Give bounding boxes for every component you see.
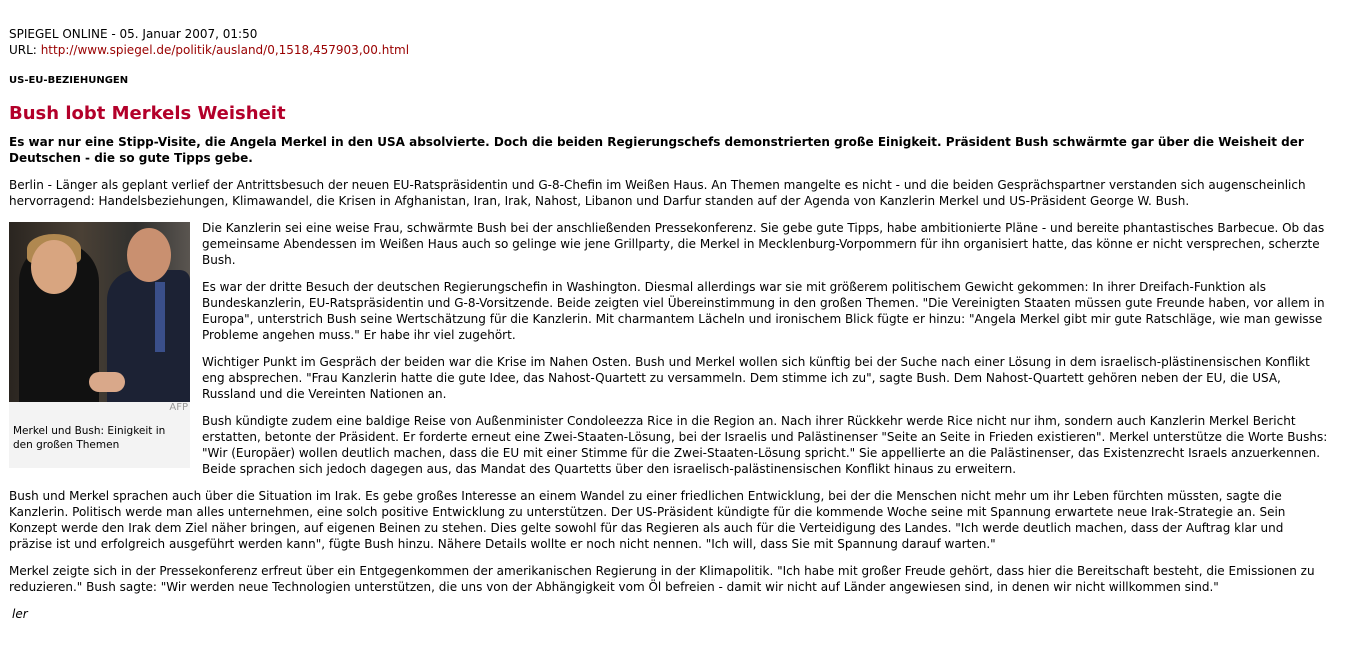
url-line xyxy=(9,42,1329,58)
article-lead: Es war nur eine Stipp-Visite, die Angela Merkel in den USA absolvierte. Doch die beiden Regierungschefs demonstrierten große Einigkeit. Präsident Bush schwärmte gar über die Weisheit der Deutschen - die so gute Tipps gebe. xyxy=(9,135,1304,165)
photo-credit: AFP xyxy=(169,402,188,413)
url-label: URL: xyxy=(9,43,37,57)
paragraph: Die Kanzlerin sei eine weise Frau, schwärmte Bush bei der anschließenden Pressekonferenz. Sie gebe gute Tipps, habe ambitionierte Pläne - und bereite phantastisches Barbecue. Ob das gemeinsame Abendessen im Weißen Haus auch so gelinge wie jene Grillparty, die Merkel in Mecklenburg-Vorpommern für ihn organisiert hatte, das könne er nicht versprechen, scherzte Bush. xyxy=(202,221,1325,267)
paragraph: Bush kündigte zudem eine baldige Reise von Außenminister Condoleezza Rice in die Region an. Nach ihrer Rückkehr werde Rice nicht nur ihm, sondern auch Kanzlerin Merkel Bericht erstatten, betonte der Präsident. Er forderte erneut eine Zwei-Staaten-Lösung, bei der Israelis und Palästinenser "Seite an Seite in Frieden existieren". Merkel unterstütze die Worte Bushs: "Wir (Europäer) wollen deutlich machen, dass die EU mit einer Stimme für die Zwei-Staaten-Lösung spricht." Sie appellierte an die Palästinenser, das Existenzrecht Israels anzuerkennen. Beide sprachen sich jedoch dagegen aus, das Mandat des Quartetts über den israelisch-palästinensischen Konflikt hinaus zu erweitern. xyxy=(202,414,1328,476)
source-date: SPIEGEL ONLINE - 05. Januar 2007, 01:50 xyxy=(9,27,258,41)
photo-caption: Merkel und Bush: Einigkeit in den großen Themen xyxy=(13,425,166,451)
paragraph: Merkel zeigte sich in der Pressekonferenz erfreut über ein Entgegenkommen der amerikanischen Regierung in der Klimapolitik. "Ich habe mit großer Freude gehört, dass hier die Bereitschaft besteht, die Emissionen zu reduzieren." Bush sagte: "Wir werden neue Technologien unterstützen, die uns von der Abhängigkeit vom Öl befreien - damit wir nicht auf Länder angewiesen sind, in denen wir nicht willkommen sind." xyxy=(9,564,1315,594)
paragraph: Berlin - Länger als geplant verlief der Antrittsbesuch der neuen EU-Ratspräsidentin und G-8-Chefin im Weißen Haus. An Themen mangelte es nicht - und die beiden Gesprächspartner verstanden sich augenscheinlich hervorragend: Handelsbeziehungen, Klimawandel, die Krisen in Afghanistan, Iran, Irak, Nahost, Libanon und Darfur standen auf der Agenda von Kanzlerin Merkel und US-Präsident George W. Bush. xyxy=(9,178,1306,208)
paragraph: Es war der dritte Besuch der deutschen Regierungschefin in Washington. Diesmal allerdings war sie mit größerem politischem Gewicht gekommen: In ihrer Dreifach-Funktion als Bundeskanzlerin, EU-Ratspräsidentin und G-8-Vorsitzende. Beide zeigten viel Übereinstimmung in den großen Themen. "Die Vereinigten Staaten müssen gute Freunde haben, vor allem in Europa", unterstrich Bush seine Wertschätzung für die Kanzlerin. Mit charmantem Lächeln und ironischem Blick fügte er hinzu: "Angela Merkel gibt mir gute Ratschläge, wie man gewisse Probleme angehen muss." Er habe ihr viel zugehört. xyxy=(202,280,1325,342)
paragraph: Wichtiger Punkt im Gespräch der beiden war die Krise im Nahen Osten. Bush und Merkel wollen sich künftig bei der Suche nach einer Lösung in dem israelisch-plästinensischen Konflikt eng absprechen. "Frau Kanzlerin hatte die gute Idee, das Nahost-Quartett zu versammeln. Dem stimme ich zu", sagte Bush. Dem Nahost-Quartett gehören neben der EU, die USA, Russland und die Vereinten Nationen an. xyxy=(202,355,1310,401)
paragraph: Bush und Merkel sprachen auch über die Situation im Irak. Es gebe großes Interesse an einem Wandel zu einer friedlichen Entwicklung, bei der die Menschen nicht mehr um ihr Leben fürchten müssten, sagte die Kanzlerin. Politisch werde man alles unternehmen, eine solch positive Entwicklung zu unterstützen. Der US-Präsident kündigte für die kommende Woche seine mit Spannung erwartete neue Irak-Strategie an. Sein Konzept werde den Irak dem Ziel näher bringen, auf eigenen Beinen zu stehen. Dies gelte sowohl für das Regieren als auch für die Verteidigung des Landes. "Ich werde deutlich machen, dass der Auftrag klar und präzise ist und erfolgreich ausgeführt werden kann", fügte Bush hinzu. Nähere Details wollte er noch nicht nennen. "Ich will, dass Sie mit Spannung darauf warten." xyxy=(9,489,1286,551)
author-signature: ler xyxy=(12,607,28,621)
article-title: Bush lobt Merkels Weisheit xyxy=(9,103,286,124)
photo-box xyxy=(9,222,190,468)
kicker: US-EU-BEZIEHUNGEN xyxy=(9,75,129,86)
merkel-bush-photo xyxy=(9,222,190,402)
article-url-link[interactable]: http://www.spiegel.de/politik/ausland/0,1518,457903,00.html xyxy=(40,43,410,57)
